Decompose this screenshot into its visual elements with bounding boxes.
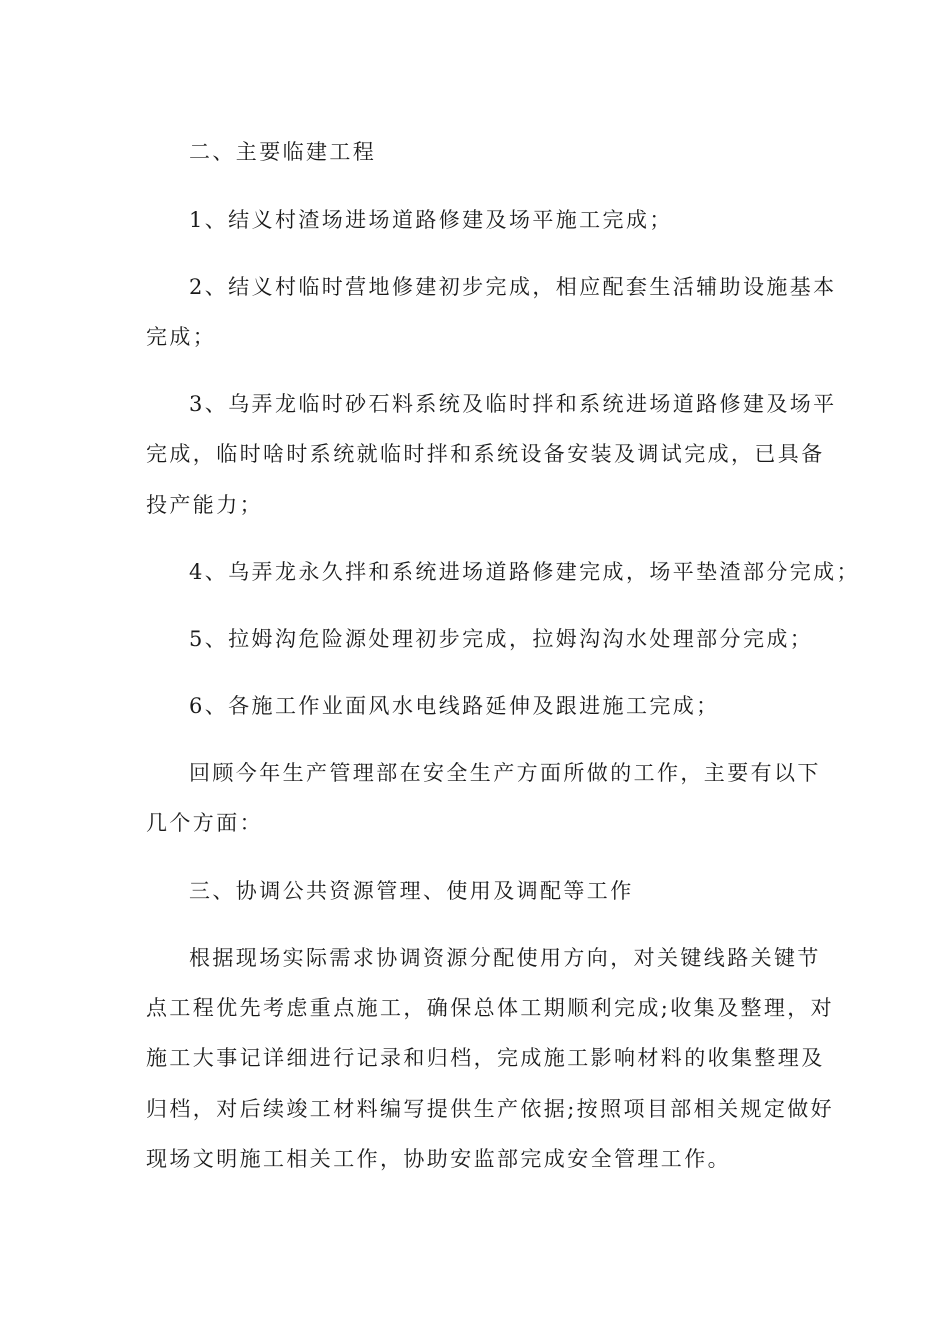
body-paragraph-line-3: 施工大事记详细进行记录和归档，完成施工影响材料的收集整理及	[146, 1046, 825, 1070]
body-paragraph-line-1: 根据现场实际需求协调资源分配使用方向，对关键线路关键节	[189, 946, 821, 970]
list-item-3-line-2: 完成，临时啥时系统就临时拌和系统设备安装及调试完成，已具备	[146, 442, 825, 466]
list-item-4: 4、乌弄龙永久拌和系统进场道路修建完成，场平垫渣部分完成；	[189, 560, 860, 584]
body-paragraph-line-4: 归档，对后续竣工材料编写提供生产依据;按照项目部相关规定做好	[146, 1097, 835, 1121]
review-paragraph-line-2: 几个方面：	[146, 811, 263, 835]
list-item-6: 6、各施工作业面风水电线路延伸及跟进施工完成；	[189, 694, 720, 718]
section-heading-temporary-works: 二、主要临建工程	[189, 140, 377, 164]
review-paragraph-line-1: 回顾今年生产管理部在安全生产方面所做的工作，主要有以下	[189, 761, 821, 785]
list-item-3-line-1: 3、乌弄龙临时砂石料系统及临时拌和系统进场道路修建及场平	[189, 392, 837, 416]
section-heading-resource-coordination: 三、协调公共资源管理、使用及调配等工作	[189, 879, 634, 903]
list-item-3-line-3: 投产能力；	[146, 493, 263, 517]
list-item-5: 5、拉姆沟危险源处理初步完成，拉姆沟沟水处理部分完成；	[189, 627, 814, 651]
list-item-2-line-2: 完成；	[146, 325, 217, 349]
body-paragraph-line-5: 现场文明施工相关工作，协助安监部完成安全管理工作。	[146, 1147, 731, 1171]
body-paragraph-line-2: 点工程优先考虑重点施工，确保总体工期顺利完成;收集及整理，对	[146, 996, 835, 1020]
list-item-1: 1、结义村渣场进场道路修建及场平施工完成；	[189, 208, 673, 232]
list-item-2-line-1: 2、结义村临时营地修建初步完成，相应配套生活辅助设施基本	[189, 275, 837, 299]
